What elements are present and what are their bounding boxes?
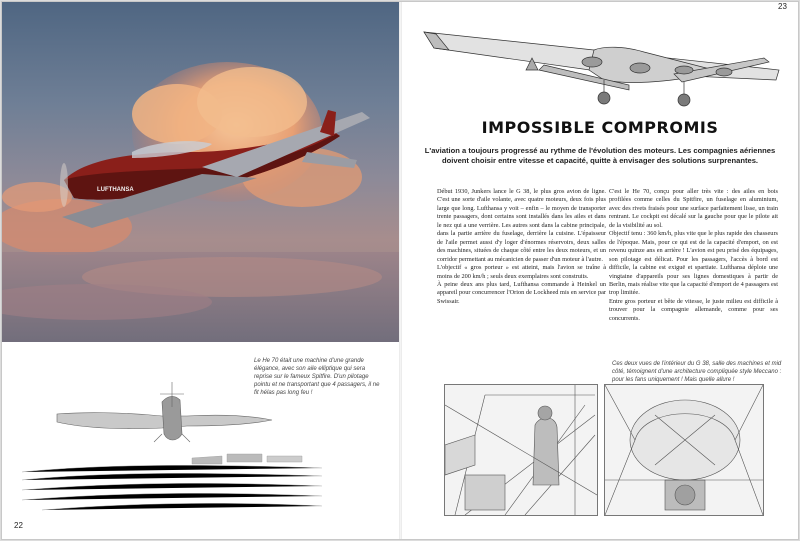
article-column-2 [609,188,778,323]
article-column-1 [437,188,606,306]
magazine-spread [2,2,798,539]
engine-room-sketch [444,384,598,516]
hero-painting-he70 [2,2,399,342]
g38-interior-caption: Ces deux vues de l'intérieur du G 38, salle des machines et mid côté, témoignent d'une architecture compliquée style Meccano : pour les fans uniquement ! Mais quelle allure ! [612,361,782,383]
paragraph: L'objectif « gros porteur » est atteint, mais l'avion se traîne à moins de 200 km/h ; seuls deux exemplaires sont construits. [437,264,606,280]
page-number-right: 23 [778,2,787,11]
paragraph: Début 1930, Junkers lance le G 38, le plus gros avion de ligne. C'est une sorte d'aile volante, avec quatre moteurs, deux fois plus large que long. Lufthansa y voit – enfin – le moyen de transporter trente passagers, dont certains sont installés dans les ailes et dans le nez qui a une verrière. Les autres sont dans la cabine principale, dans la partie arrière du fuselage, derrière la cuisine. L'épaisseur de l'aile permet aussi d'y loger d'énormes réservoirs, deux salles des machines, situées de chaque côté entre les deux moteurs, et un corridor permettant au mécanicien de passer d'un moteur à l'autre. [437,188,606,263]
paragraph: Objectif tenu : 360 km/h, plus vite que le plus rapide des chasseurs de l'époque. Mais, pour ce qui est de la capacité d'emport, on est revenu quinze ans en arrière ! L'avion est peu prisé des équipages, son pilotage est délicat. Pour les passagers, l'accès à bord est difficile, la cabine est exiguë et spartiate. Lufthansa déploie une vingtaine d'appareils pour ses lignes domestiques à partir de Berlin, mais réalise vite que la capacité d'emport de 4 passagers est trop limitée. [609,230,778,297]
propeller-blur [60,163,68,207]
engine-nacelle [582,57,602,67]
junkers-g38-drawing [414,10,784,110]
he70-pencil-sketch [22,372,322,517]
right-page [402,2,798,539]
fuselage-lufthansa-lettering: LUFTHANSA [97,187,134,193]
paragraph: Entre gros porteur et bête de vitesse, le juste milieu est difficile à trouver pour la compagnie allemande, comme pour ses concurrents. [609,297,778,322]
he70-caption: Le He 70 était une machine d'une grande élégance, avec son aile elliptique qui sera reprise sur le fameux Spitfire. D'un pilotage pointu et ne transportant que 4 passagers, il ne fit hélas pas long feu ! [254,358,380,396]
page-title: IMPOSSIBLE COMPROMIS [481,118,719,137]
page-number-left: 22 [14,521,23,530]
nose-cabin-sketch [604,384,764,516]
paragraph: À peine deux ans plus tard, Lufthansa commande à Heinkel un appareil pour concurrencer l'Orion de Lockheed mis en service par Swissair. [437,280,606,305]
he70-clouds-illustration [2,2,399,342]
paragraph: C'est le He 70, conçu pour aller très vite : des ailes en bois profilées comme celles du Spitfire, un fuselage en aluminium, avec des rivets fraisés pour une surface parfaitement lisse, un train rentrant. Le cockpit est décalé sur la gauche pour que le pilote ait de la visibilité au sol. [609,188,778,229]
article-lede: L'aviation a toujours progressé au rythme de l'évolution des moteurs. Les compagnies aériennes doivent choisir entre vitesse et capacité, quitte à envisager des solutions surprenantes. [424,146,776,165]
